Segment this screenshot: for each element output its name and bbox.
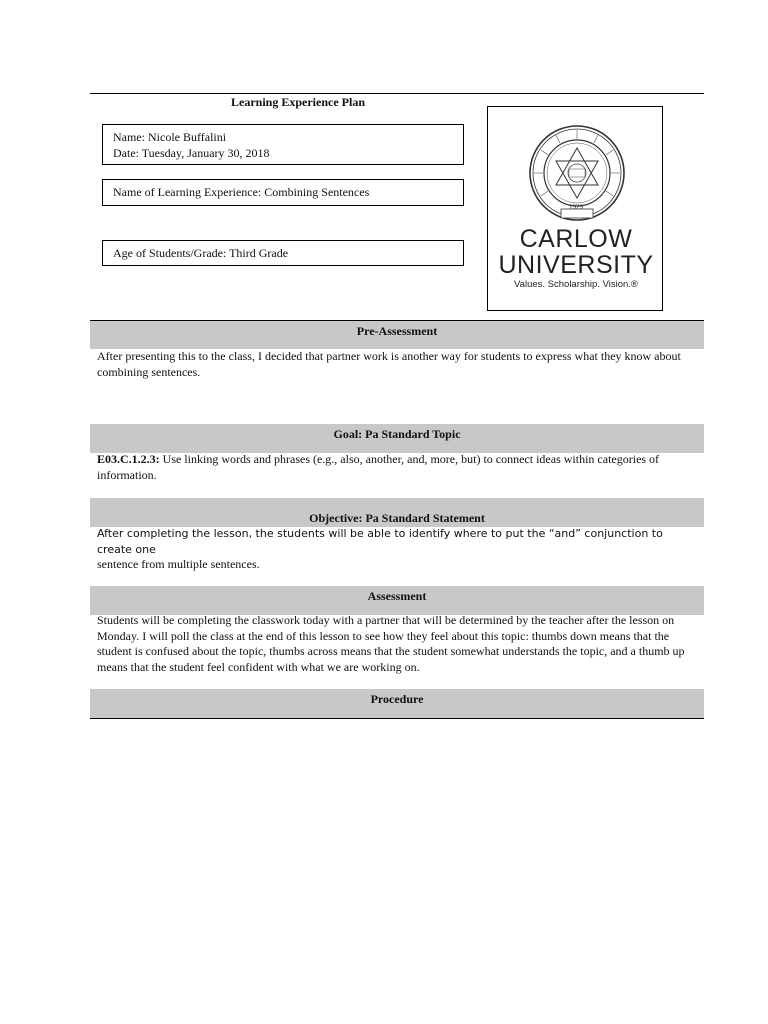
- objective-text-line1: After completing the lesson, the students will be able to identify where to put the “and” conjunction to create one: [97, 527, 663, 556]
- pre-assessment-heading: Pre-Assessment: [90, 320, 704, 349]
- goal-text-block: [97, 452, 697, 483]
- learning-experience-box: [102, 179, 464, 206]
- objective-text-block: [97, 526, 697, 573]
- age-grade-line: Age of Students/Grade: Third Grade: [113, 246, 289, 260]
- top-rule: [90, 93, 704, 94]
- objective-heading: Objective: Pa Standard Statement: [90, 498, 704, 527]
- wordmark-university: UNIVERSITY: [498, 251, 654, 279]
- carlow-logo: [487, 106, 663, 311]
- goal-heading: Goal: Pa Standard Topic: [90, 424, 704, 453]
- page-title: Learning Experience Plan: [231, 95, 365, 109]
- date-line: Date: Tuesday, January 30, 2018: [113, 146, 270, 160]
- goal-text: Use linking words and phrases (e.g., also, another, and, more, but) to connect ideas within categories of information.: [97, 452, 660, 482]
- wordmark-carlow: CARLOW: [519, 225, 633, 253]
- objective-text-line2: sentence from multiple sentences.: [97, 557, 260, 571]
- logo-tagline: Values. Scholarship. Vision.®: [514, 279, 638, 290]
- name-line: Name: Nicole Buffalini: [113, 130, 227, 144]
- learning-experience-line: Name of Learning Experience: Combining Sentences: [113, 185, 370, 199]
- age-grade-box: [102, 240, 464, 266]
- name-date-box: [102, 124, 464, 165]
- seal-year: 1929: [569, 203, 583, 211]
- procedure-heading: Procedure: [90, 689, 704, 719]
- standard-code: E03.C.1.2.3:: [97, 452, 160, 466]
- assessment-heading: Assessment: [90, 586, 704, 615]
- pre-assessment-text: After presenting this to the class, I decided that partner work is another way for students to express what they know about combining sentences.: [97, 349, 681, 379]
- assessment-text: Students will be completing the classwork today with a partner that will be determined by the teacher after the lesson on Monday. I will poll the class at the end of this lesson to see how they feel about this topic: thumbs down means that the student is confused about the topic, thumbs across means that the student somewhat understands the topic, and a thumb up means that the student feel confident with what we are working on.: [97, 613, 685, 674]
